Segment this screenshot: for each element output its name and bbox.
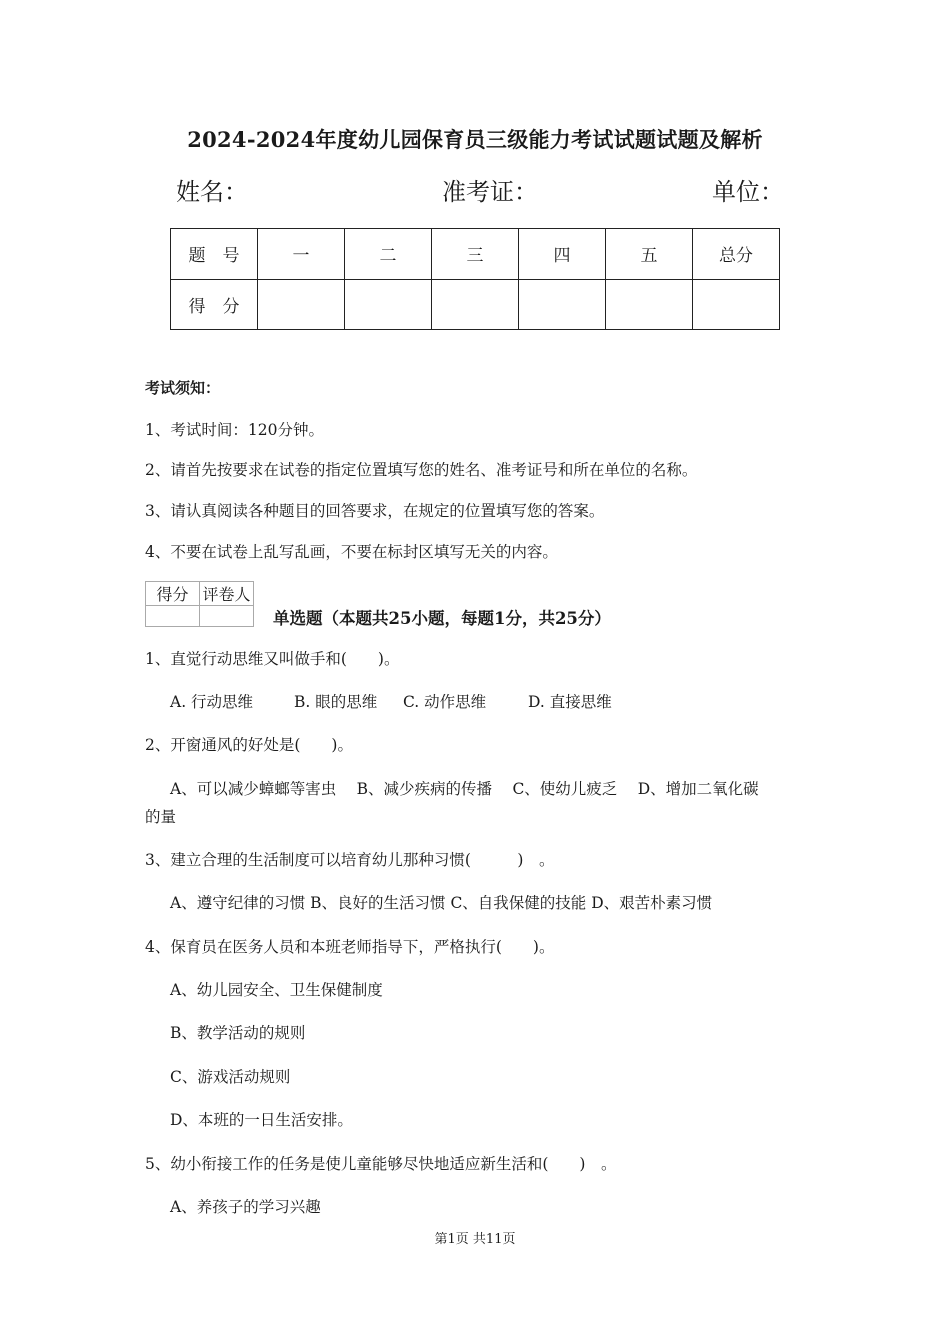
notice-item: 3、请认真阅读各种题目的回答要求，在规定的位置填写您的答案。 — [145, 502, 605, 520]
question-text: 2、开窗通风的好处是( )。 — [145, 736, 353, 754]
question-option: B、教学活动的规则 — [170, 1024, 306, 1042]
question-option: B. 眼的思维 — [294, 693, 378, 711]
question-options-continued: 的量 — [145, 808, 177, 826]
grader-name-cell — [200, 606, 254, 627]
notice-item: 4、不要在试卷上乱写乱画，不要在标封区填写无关的内容。 — [145, 543, 558, 561]
question-text: 4、保育员在医务人员和本班老师指导下，严格执行( )。 — [145, 938, 555, 956]
question-text: 5、幼小衔接工作的任务是使儿童能够尽快地适应新生活和( ) 。 — [145, 1155, 617, 1173]
score-table-header-2: 二 — [345, 229, 432, 280]
question-option: D、本班的一日生活安排。 — [170, 1111, 353, 1129]
score-cell — [519, 279, 606, 330]
section-title: 单选题（本题共25小题，每题1分，共25分） — [273, 609, 611, 628]
unit-label: 单位： — [712, 178, 784, 206]
notice-item: 1、考试时间：120分钟。 — [145, 421, 324, 439]
score-table-header-4: 四 — [519, 229, 606, 280]
page-footer: 第1页 共11页 — [434, 1232, 516, 1247]
score-cell — [606, 279, 693, 330]
grader-name-label: 评卷人 — [200, 582, 254, 606]
notice-title: 考试须知： — [145, 379, 221, 397]
name-label: 姓名： — [176, 178, 248, 206]
question-option: D. 直接思维 — [528, 693, 612, 711]
question-options: A、遵守纪律的习惯 B、良好的生活习惯 C、自我保健的技能 D、艰苦朴素习惯 — [170, 894, 713, 912]
score-table-header-1: 一 — [258, 229, 345, 280]
question-option: A. 行动思维 — [170, 693, 254, 711]
question-options: A、可以减少蟑螂等害虫 B、减少疾病的传播 C、使幼儿疲乏 D、增加二氧化碳 — [170, 780, 759, 798]
score-table — [170, 228, 780, 330]
score-cell — [432, 279, 519, 330]
question-option: A、养孩子的学习兴趣 — [170, 1198, 321, 1216]
question-text: 1、直觉行动思维又叫做手和( )。 — [145, 650, 400, 668]
question-option: A、幼儿园安全、卫生保健制度 — [170, 981, 383, 999]
exam-id-label: 准考证： — [442, 178, 538, 206]
grader-box — [145, 581, 254, 627]
question-option: C、游戏活动规则 — [170, 1068, 291, 1086]
score-table-header-5: 五 — [606, 229, 693, 280]
score-table-header-3: 三 — [432, 229, 519, 280]
score-table-score-row — [171, 279, 780, 330]
page-title: 2024-2024年度幼儿园保育员三级能力考试试题试题及解析 — [187, 127, 763, 152]
score-table-header-row — [171, 229, 780, 280]
score-table-header-total: 总分 — [693, 229, 780, 280]
question-text: 3、建立合理的生活制度可以培育幼儿那种习惯( ) 。 — [145, 851, 555, 869]
score-table-header-label: 题 号 — [171, 229, 258, 280]
score-cell — [693, 279, 780, 330]
grader-score-label: 得分 — [146, 582, 200, 606]
grader-score-cell — [146, 606, 200, 627]
score-cell — [258, 279, 345, 330]
notice-item: 2、请首先按要求在试卷的指定位置填写您的姓名、准考证号和所在单位的名称。 — [145, 461, 698, 479]
score-table-row-label: 得 分 — [171, 279, 258, 330]
score-cell — [345, 279, 432, 330]
question-option: C. 动作思维 — [403, 693, 487, 711]
